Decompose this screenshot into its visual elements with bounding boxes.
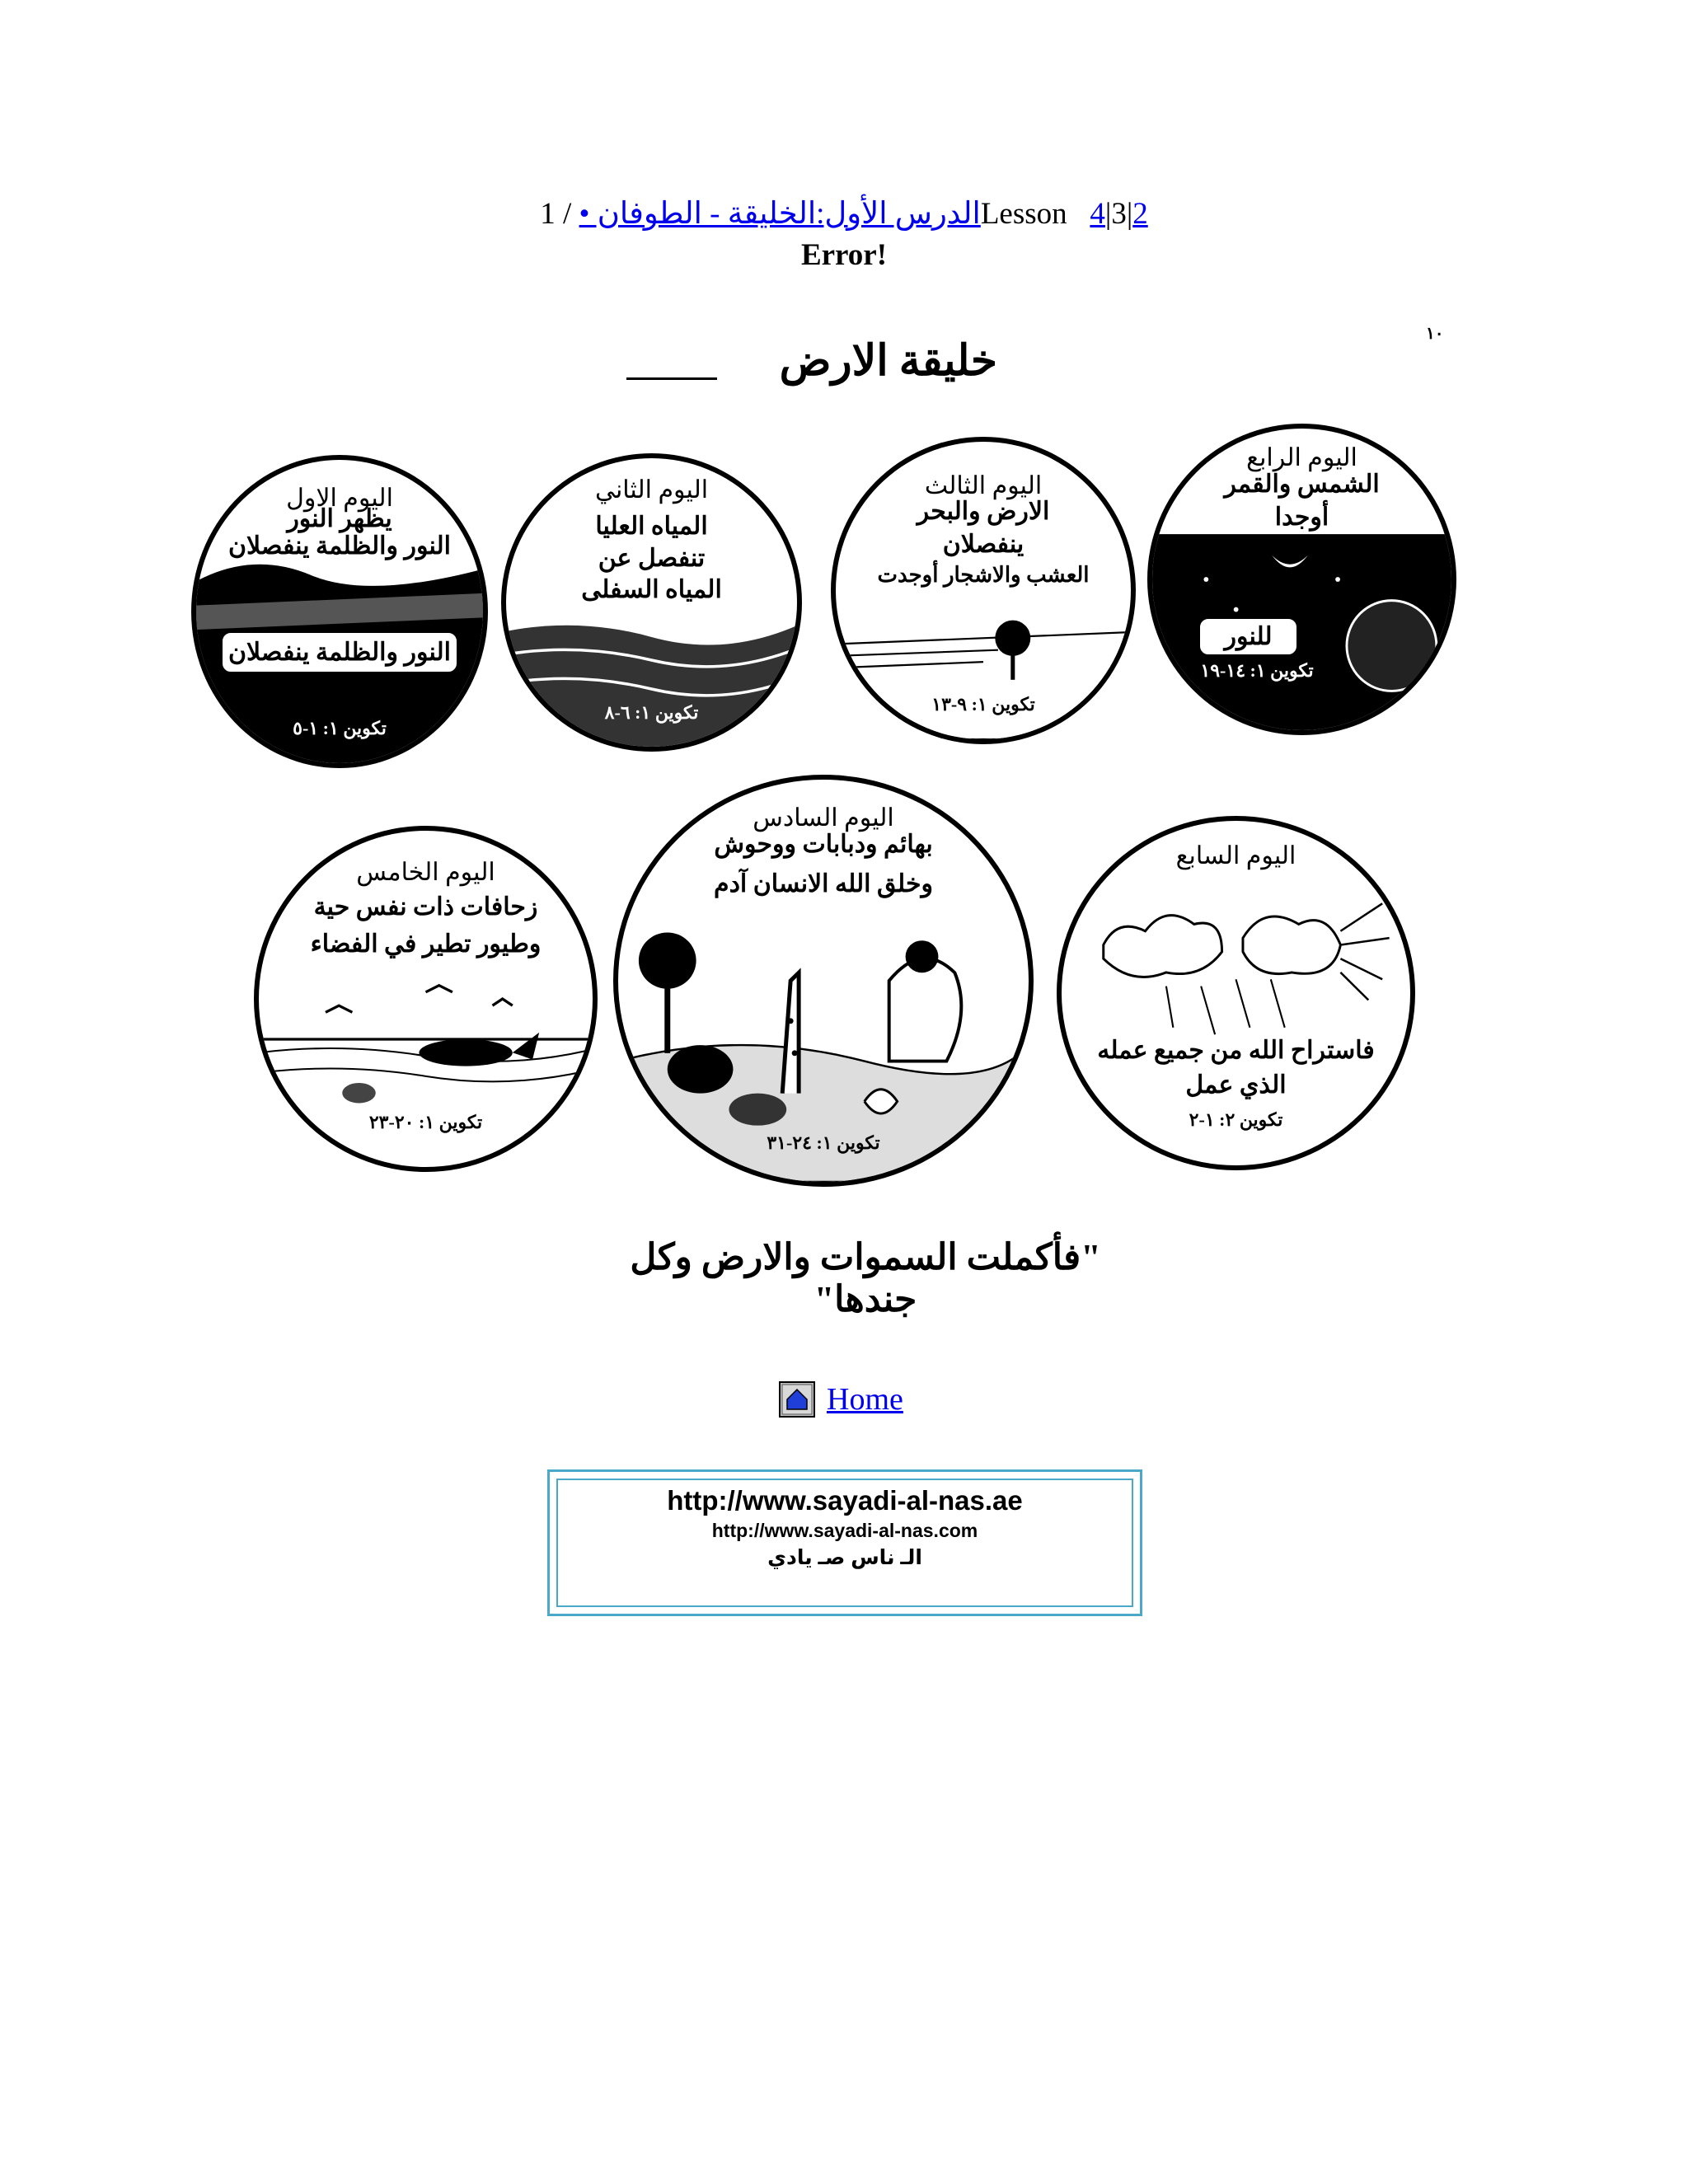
home-link[interactable]: Home <box>827 1382 903 1417</box>
lesson-label: 1Lesson <box>540 197 1067 231</box>
day-4-ref: تكوين ١: ١٤-١٩ <box>1200 660 1314 682</box>
day-4-box: للنور <box>1197 616 1299 658</box>
day-1-title: اليوم الاول <box>286 485 393 513</box>
pipe-separator: | <box>1104 197 1112 231</box>
day-6-text-2: وخلق الله الانسان آدم <box>714 870 933 898</box>
footer-arabic-name: الـ ناس صـ يادي <box>767 1546 922 1569</box>
day-3-title: اليوم الثالث <box>924 472 1043 500</box>
day-1-box: النور والظلمة ينفصلان <box>219 630 460 675</box>
day-5-text-2: وطيور تطير في الفضاء <box>310 930 542 958</box>
site-footer-box <box>547 1469 1142 1616</box>
home-link-group <box>779 1375 903 1424</box>
heading-underline <box>626 377 717 380</box>
day-5-text-1: زحافات ذات نفس حية <box>313 893 538 921</box>
day-1-text-2: النور والظلمة ينفصلان <box>228 532 451 560</box>
day-2-text-1: المياه العليا <box>595 513 708 540</box>
day-3-ref: تكوين ١: ٩-١٣ <box>931 694 1035 715</box>
day-7-text-2: الذي عمل <box>1185 1071 1287 1099</box>
day-6-title: اليوم السادس <box>753 804 894 832</box>
page-link-4[interactable]: 4 <box>1090 197 1105 231</box>
day-6-ref: تكوين ١: ٢٤-٣١ <box>767 1132 880 1153</box>
day-2-text-3: المياه السفلى <box>581 576 722 603</box>
page-current-3: 3 <box>1111 197 1127 231</box>
day-7-text-1: فاستراح الله من جميع عمله <box>1097 1037 1375 1065</box>
error-message: Error! <box>800 238 888 272</box>
day-7-circle <box>1057 816 1415 1170</box>
lesson-title-link[interactable]: الدرس الأول:الخليقة - الطوفان • <box>579 197 981 231</box>
day-5-title: اليوم الخامس <box>356 858 495 886</box>
day-4-text-2: أوجدا <box>1274 503 1329 531</box>
day-2-circle <box>501 453 802 752</box>
day-3-text-1: الارض والبحر <box>917 497 1050 525</box>
site-footer-inner <box>556 1479 1133 1607</box>
home-icon[interactable] <box>779 1381 815 1418</box>
day-5-ref: تكوين ١: ٢٠-٢٣ <box>368 1112 483 1133</box>
footer-url-ae: http://www.sayadi-al-nas.ae <box>667 1485 1023 1516</box>
day-3-text-3: العشب والاشجار أوجدت <box>877 563 1090 588</box>
day-1-text-1: يظهر النور <box>287 504 392 532</box>
day-2-title: اليوم الثاني <box>594 476 709 504</box>
day-4-circle <box>1147 424 1456 735</box>
day-3-circle <box>831 437 1136 744</box>
nav-separator: / <box>563 197 572 231</box>
illustration-heading: خليقة الارض <box>779 338 997 385</box>
day-2-ref: تكوين ١: ٦-٨ <box>604 702 699 723</box>
day-6-circle <box>613 775 1034 1187</box>
day-3-text-2: ينفصلان <box>942 530 1025 558</box>
day-7-title: اليوم السابع <box>1175 842 1296 870</box>
page-link-2[interactable]: 2 <box>1132 197 1148 231</box>
lesson-nav <box>0 196 1688 232</box>
page-number-mark: ١٠ <box>1426 325 1444 343</box>
pipe-separator: | <box>1126 197 1133 231</box>
day-7-ref: تكوين ٢: ١-٢ <box>1189 1109 1283 1131</box>
day-4-text-1: الشمس والقمر <box>1224 470 1380 498</box>
day-4-title: اليوم الرابع <box>1246 444 1357 472</box>
verse-caption: "فأكملت السموات والارض وكل جندها" <box>630 1237 1101 1319</box>
day-5-circle <box>254 826 598 1172</box>
day-1-ref: تكوين ١: ١-٥ <box>293 717 387 738</box>
day-6-text-1: بهائم ودبابات ووحوش <box>714 830 933 858</box>
day-1-circle <box>191 455 488 768</box>
footer-url-com: http://www.sayadi-al-nas.com <box>711 1520 978 1541</box>
day-2-text-2: تنفصل عن <box>598 544 706 572</box>
